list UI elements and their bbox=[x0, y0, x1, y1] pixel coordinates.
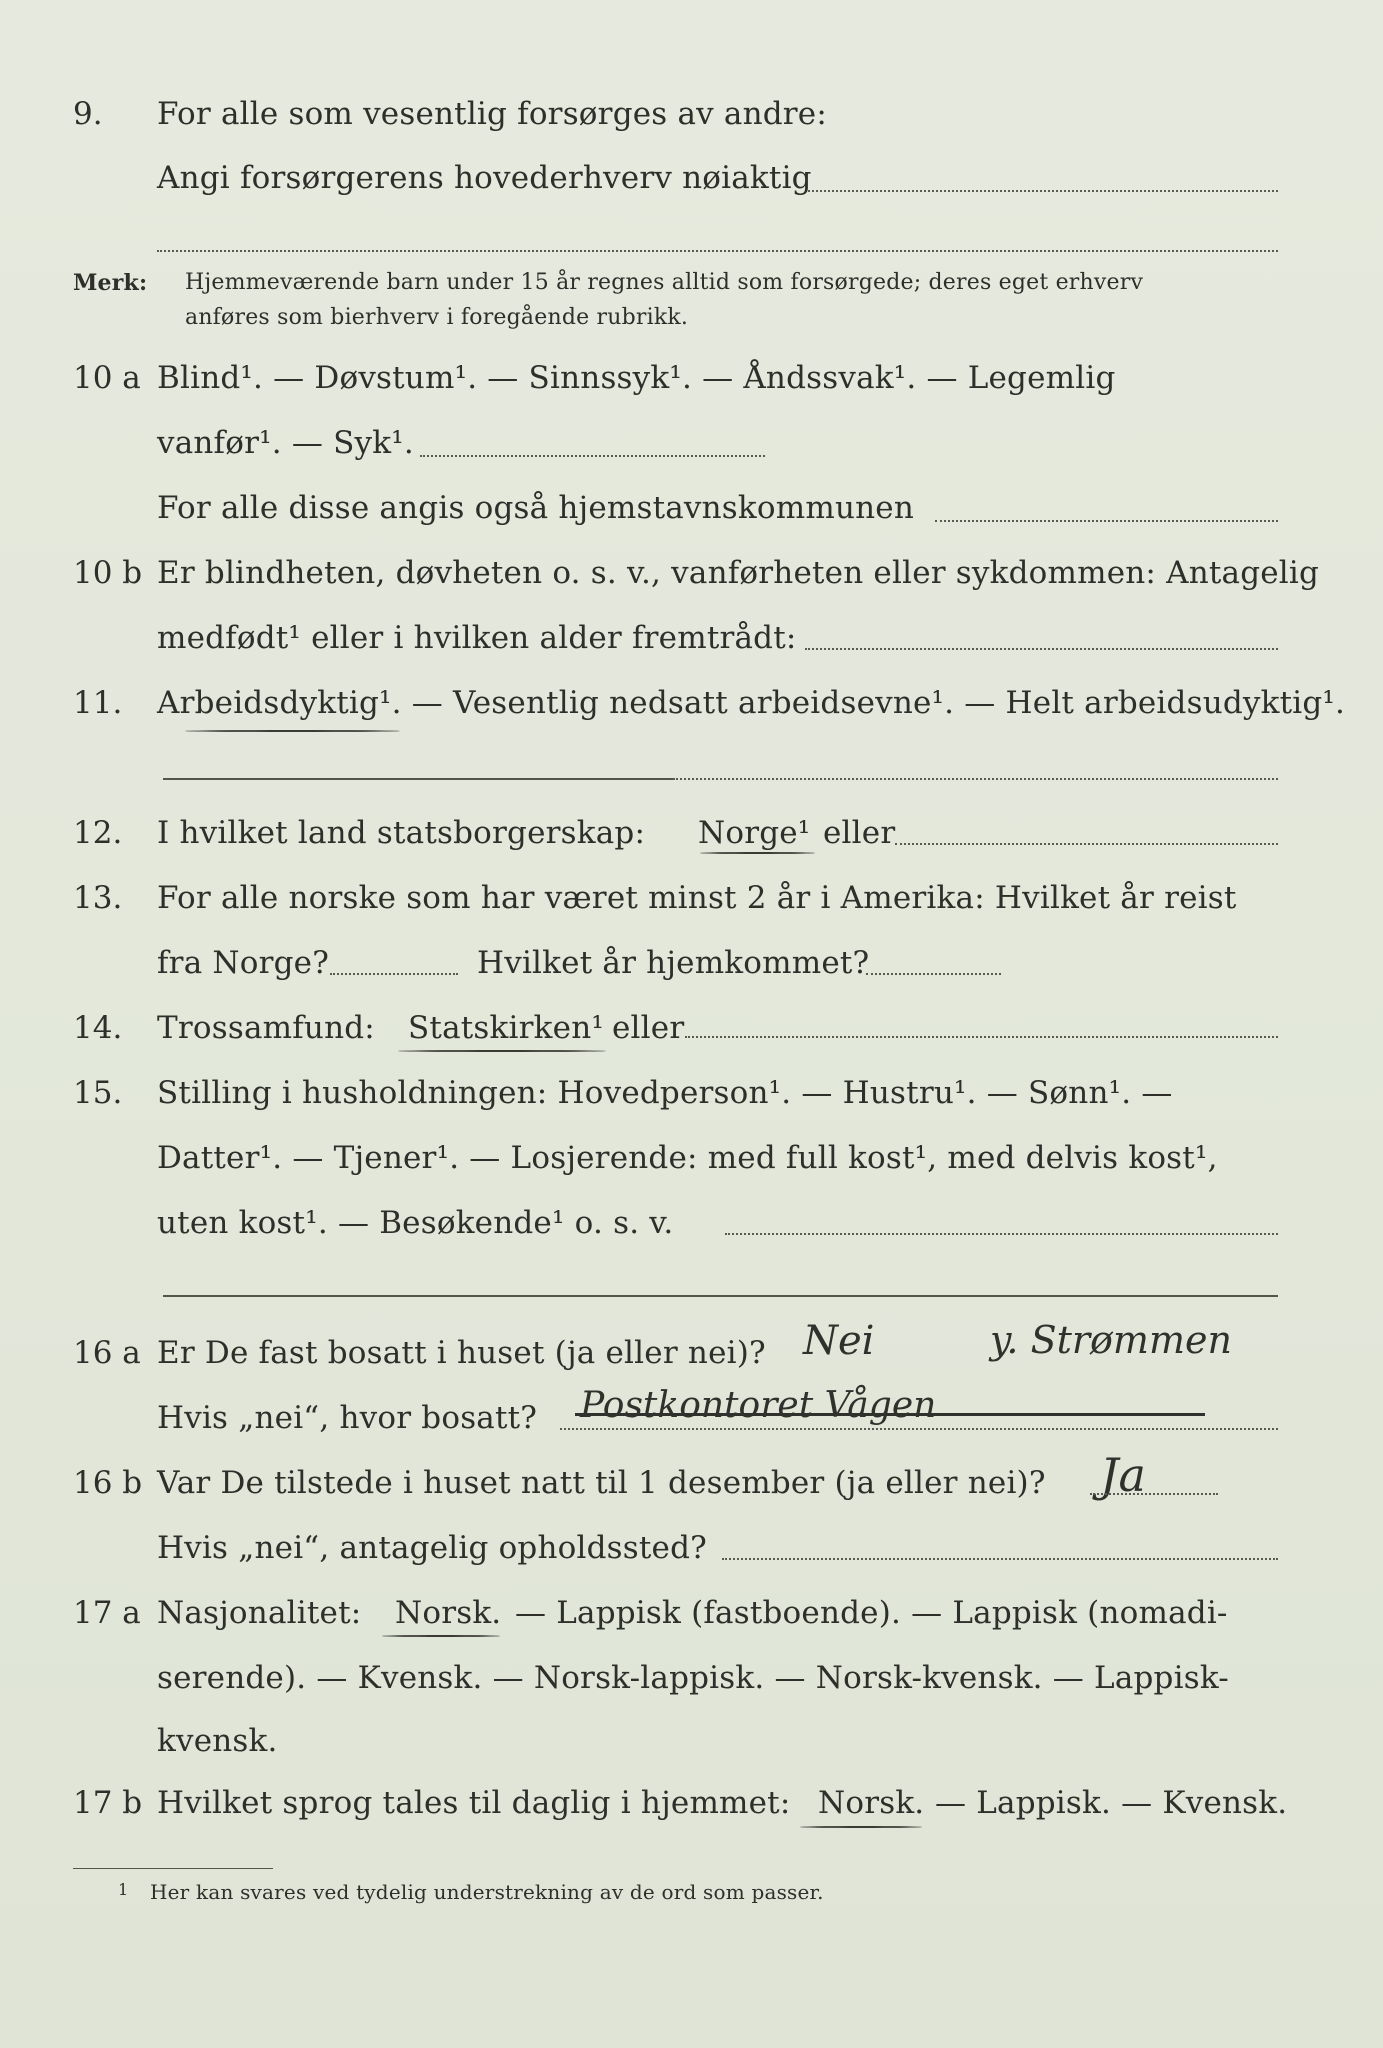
handwritten-16a-place: y. Strømmen bbox=[990, 1318, 1232, 1362]
item-10b-line2: medfødt¹ eller i hvilken alder fremtrådt: bbox=[157, 620, 797, 656]
item-14-eller: eller bbox=[612, 1010, 685, 1046]
item-11-number: 11. bbox=[73, 685, 123, 721]
item-11-rule-left bbox=[163, 778, 673, 780]
item-10a-number: 10 a bbox=[73, 360, 141, 396]
item-14-label: Trossamfund: bbox=[157, 1010, 375, 1046]
item-17a-label: Nasjonalitet: bbox=[157, 1595, 362, 1631]
item-15-rule bbox=[163, 1295, 1278, 1297]
item-15-line2: Datter¹. — Tjener¹. — Losjerende: med full kost¹, med delvis kost¹, bbox=[157, 1140, 1218, 1176]
item-17a-line2: serende). — Kvensk. — Norsk-lappisk. — Norsk-kvensk. — Lappisk- bbox=[157, 1660, 1229, 1696]
item-13-year-left-line[interactable] bbox=[330, 973, 458, 975]
footnote-text: Her kan svares ved tydelig understrekning av de ord som passer. bbox=[150, 1880, 824, 1904]
item-17b-rest: — Lappisk. — Kvensk. bbox=[935, 1785, 1288, 1821]
underline-arbeidsdyktig bbox=[185, 730, 400, 732]
item-14-statskirken: Statskirken¹ bbox=[408, 1010, 604, 1046]
item-16a-answer-line[interactable] bbox=[560, 1428, 1278, 1430]
item-9-line1: For alle som vesentlig forsørges av andre: bbox=[157, 96, 827, 132]
item-17a-line1-rest: — Lappisk (fastboende). — Lappisk (nomadi- bbox=[515, 1595, 1228, 1631]
item-16b-answer-line[interactable] bbox=[1090, 1493, 1218, 1495]
item-10a-hometown-line[interactable] bbox=[935, 520, 1278, 522]
item-10b-number: 10 b bbox=[73, 555, 143, 591]
item-12-answer-line[interactable] bbox=[895, 843, 1278, 845]
item-10a-line1: Blind¹. — Døvstum¹. — Sinnssyk¹. — Åndssvak¹. — Legemlig bbox=[157, 360, 1116, 396]
item-16a-line1: Er De fast bosatt i huset (ja eller nei)? bbox=[157, 1335, 766, 1371]
item-12-eller: eller bbox=[823, 815, 896, 851]
handwritten-16a-struck-place: Postkontoret Vågen bbox=[580, 1385, 937, 1426]
item-9-line2: Angi forsørgerens hovederhverv nøiaktig bbox=[157, 160, 812, 196]
item-10b-line1: Er blindheten, døvheten o. s. v., vanførheten eller sykdommen: Antagelig bbox=[157, 555, 1320, 591]
item-16b-place-line[interactable] bbox=[722, 1558, 1278, 1560]
item-16a-number: 16 a bbox=[73, 1335, 141, 1371]
item-16a-line2: Hvis „nei“, hvor bosatt? bbox=[157, 1400, 538, 1436]
item-17b-norsk: Norsk. bbox=[818, 1785, 925, 1821]
footnote-mark: 1 bbox=[118, 1880, 129, 1899]
item-17a-line3: kvensk. bbox=[157, 1723, 278, 1759]
item-13-number: 13. bbox=[73, 880, 123, 916]
item-13-line1: For alle norske som har været minst 2 år i Amerika: Hvilket år reist bbox=[157, 880, 1237, 916]
merk-line1: Hjemmeværende barn under 15 år regnes alltid som forsørgede; deres eget erhverv bbox=[185, 270, 1144, 295]
item-10a-line3: For alle disse angis også hjemstavnskommunen bbox=[157, 490, 914, 526]
item-11-line1: Arbeidsdyktig¹. — Vesentlig nedsatt arbeidsevne¹. — Helt arbeidsudyktig¹. bbox=[157, 685, 1346, 721]
item-13-line2b: Hvilket år hjemkommet? bbox=[477, 945, 870, 981]
strike-through-line bbox=[575, 1413, 1205, 1416]
item-17a-number: 17 a bbox=[73, 1595, 141, 1631]
underline-norsk-17a bbox=[382, 1635, 500, 1637]
item-12-norge: Norge¹ bbox=[698, 815, 811, 851]
item-15-number: 15. bbox=[73, 1075, 123, 1111]
underline-norsk-17b bbox=[800, 1826, 922, 1828]
item-16b-number: 16 b bbox=[73, 1465, 143, 1501]
item-17a-norsk: Norsk. bbox=[395, 1595, 502, 1631]
item-17b-line1: Hvilket sprog tales til daglig i hjemmet: bbox=[157, 1785, 791, 1821]
item-12-number: 12. bbox=[73, 815, 123, 851]
item-15-line1: Stilling i husholdningen: Hovedperson¹. — Hustru¹. — Sønn¹. — bbox=[157, 1075, 1173, 1111]
item-13-line2a: fra Norge? bbox=[157, 945, 330, 981]
underline-norge bbox=[700, 852, 815, 854]
merk-label: Merk: bbox=[73, 270, 148, 296]
item-10b-answer-line[interactable] bbox=[805, 648, 1278, 650]
item-9-answer-line[interactable] bbox=[808, 190, 1278, 192]
item-12-line1: I hvilket land statsborgerskap: bbox=[157, 815, 646, 851]
item-13-year-returned-line[interactable] bbox=[866, 973, 1001, 975]
underline-statskirken bbox=[398, 1050, 606, 1052]
item-9-number: 9. bbox=[73, 96, 103, 132]
item-10a-line2: vanfør¹. — Syk¹. bbox=[157, 425, 414, 461]
item-15-answer-line[interactable] bbox=[725, 1233, 1278, 1235]
item-16b-line2: Hvis „nei“, antagelig opholdssted? bbox=[157, 1530, 707, 1566]
item-17b-number: 17 b bbox=[73, 1785, 143, 1821]
handwritten-16a-nei: Nei bbox=[803, 1318, 875, 1364]
handwritten-16b-ja: Ja bbox=[1100, 1448, 1146, 1502]
item-9-answer-line-2[interactable] bbox=[157, 250, 1278, 252]
footnote-rule bbox=[73, 1868, 273, 1869]
item-10a-answer-line[interactable] bbox=[420, 455, 765, 457]
item-14-number: 14. bbox=[73, 1010, 123, 1046]
item-11-rule-right bbox=[673, 778, 1278, 780]
item-14-answer-line[interactable] bbox=[685, 1036, 1278, 1038]
merk-line2: anføres som bierhverv i foregående rubrikk. bbox=[185, 305, 689, 330]
item-15-line3: uten kost¹. — Besøkende¹ o. s. v. bbox=[157, 1205, 674, 1241]
item-16b-line1: Var De tilstede i huset natt til 1 desember (ja eller nei)? bbox=[157, 1465, 1046, 1501]
